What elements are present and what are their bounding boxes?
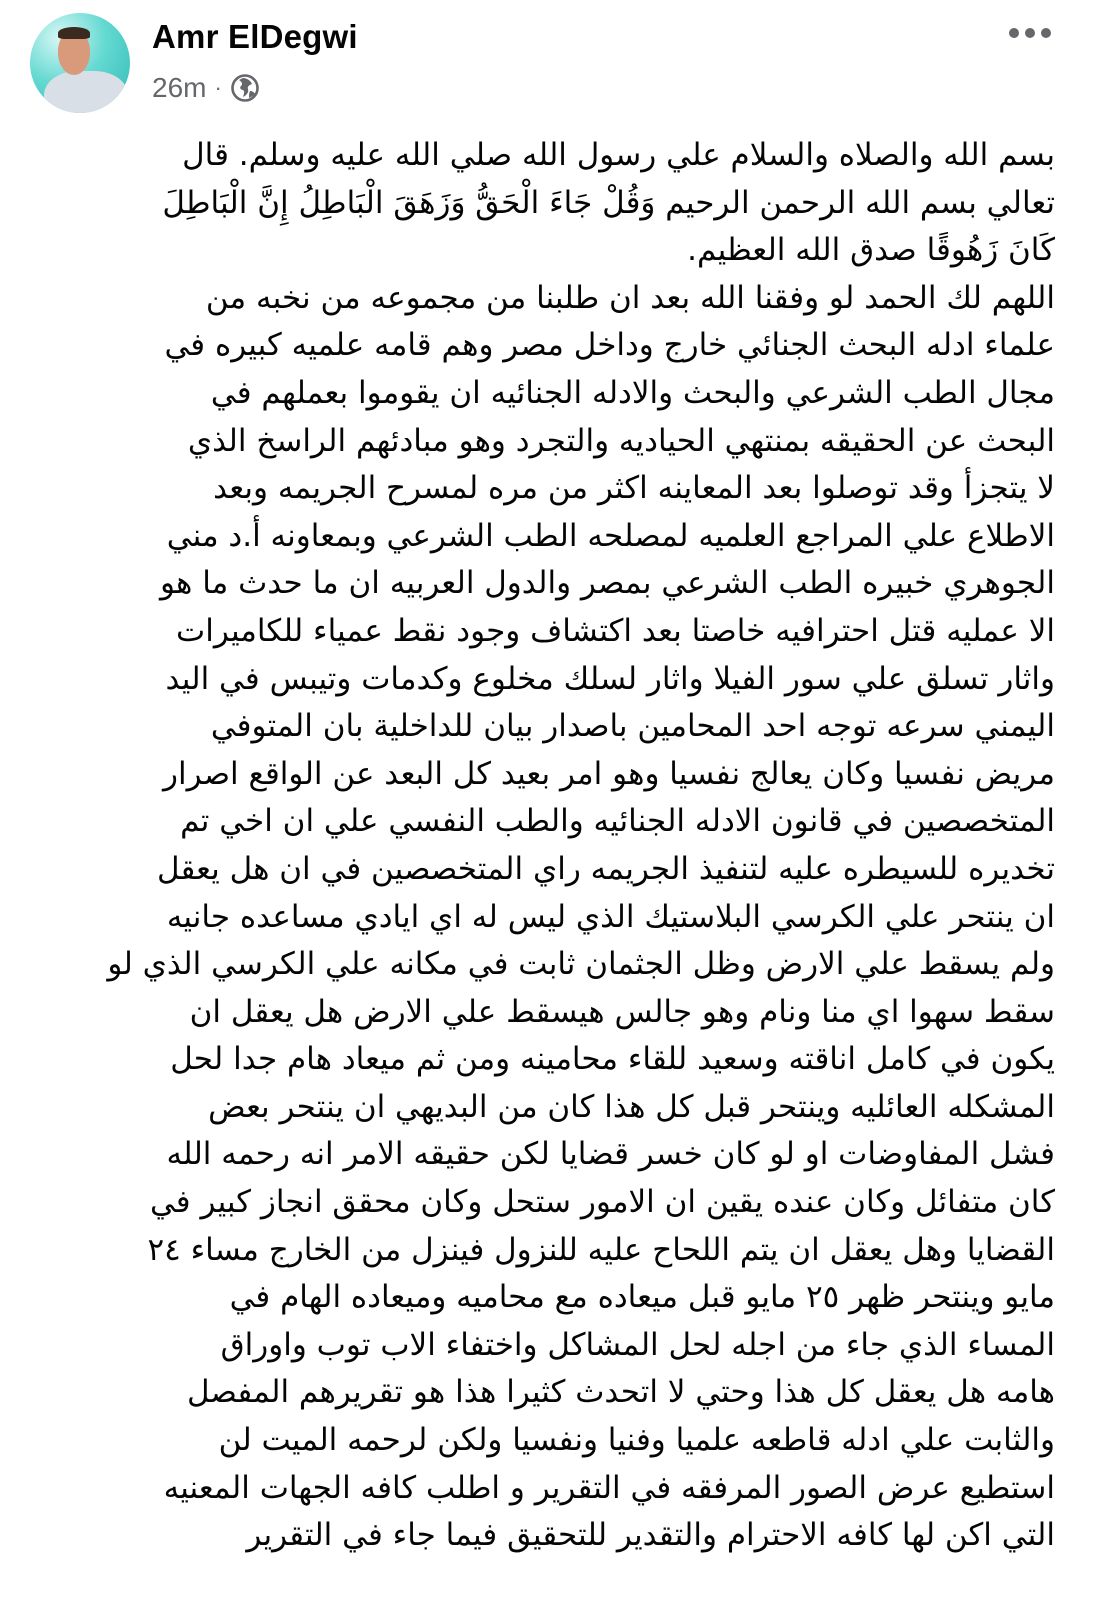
more-options-button[interactable] xyxy=(1009,28,1051,38)
post-text-line: علماء ادله البحث الجنائي خارج وداخل مصر وهم قامه علميه كبيره في xyxy=(164,327,1055,364)
post-text-line: كَانَ زَهُوقًا صدق الله العظيم. xyxy=(687,232,1055,269)
more-options-icon-dot xyxy=(1025,28,1035,38)
more-options-icon-dot xyxy=(1009,28,1019,38)
post-text-line: المتخصصين في قانون الادله الجنائيه والطب النفسي علي ان اخي تم xyxy=(180,803,1055,840)
post-text-line: التي اكن لها كافه الاحترام والتقدير للتحقيق فيما جاء في التقرير xyxy=(246,1517,1055,1554)
post-text-line: المشكله العائليه وينتحر قبل كل هذا كان من البديهي ان ينتحر بعض xyxy=(208,1088,1055,1125)
post-text-line: كان متفائل وكان عنده يقين ان الامور ستحل وكان محقق انجاز كبير في xyxy=(149,1184,1055,1221)
post-text-line: الا عمليه قتل احترافيه خاصتا بعد اكتشاف وجود نقط عمياء للكاميرات xyxy=(176,612,1055,649)
post-text-line: والثابت علي ادله قاطعه علميا وفنيا ونفسيا ولكن لرحمه الميت لن xyxy=(218,1422,1055,1459)
post-text-line: البحث عن الحقيقه بمنتهي الحياديه والتجرد وهو مبادئهم الراسخ الذي xyxy=(187,422,1055,459)
post-text-line: تعالي بسم الله الرحمن الرحيم وَقُلْ جَاءَ الْحَقُّ وَزَهَقَ الْبَاطِلُ إِنَّ الْبَاطِلَ xyxy=(162,184,1055,221)
more-options-icon-dot xyxy=(1041,28,1051,38)
post-timestamp[interactable]: 26m xyxy=(152,72,207,103)
post-text-line: ان ينتحر علي الكرسي البلاستيك الذي ليس له اي ايادي مساعده جانيه xyxy=(166,898,1055,935)
post-text-line: القضايا وهل يعقل ان يتم اللحاح عليه للنزول فينزل من الخارج مساء ٢٤ xyxy=(147,1231,1055,1268)
post-text-line: مريض نفسيا وكان يعالج نفسيا وهو امر بعيد كل البعد عن الواقع اصرار xyxy=(163,755,1055,792)
post-text-line: اليمني سرعه توجه احد المحامين باصدار بيان للداخلية بان المتوفي xyxy=(210,708,1055,745)
post-meta xyxy=(152,70,260,106)
post-text-line: مجال الطب الشرعي والبحث والادله الجنائيه ان يقوموا بعملهم في xyxy=(210,374,1055,411)
post-text-line: بسم الله والصلاه والسلام علي رسول الله صلي الله عليه وسلم. قال xyxy=(182,137,1055,173)
post-text-line: هامه هل يعقل كل هذا وحتي لا اتحدث كثيرا هذا هو تقريرهم المفصل xyxy=(187,1374,1055,1411)
post-text-line: الجوهري خبيره الطب الشرعي بمصر والدول العربيه ان ما حدث ما هو xyxy=(159,565,1055,602)
post-text-line: لا يتجزأ وقد توصلوا بعد المعاينه اكثر من مره لمسرح الجريمه وبعد xyxy=(213,470,1055,507)
post-text-line: يكون في كامل اناقته وسعيد للقاء محامينه ومن ثم ميعاد هام جدا لحل xyxy=(170,1041,1055,1078)
post-text xyxy=(30,132,1055,1560)
avatar[interactable] xyxy=(30,13,130,113)
post-text-line: مايو وينتحر ظهر ٢٥ مايو قبل ميعاده مع محاميه وميعاده الهام في xyxy=(229,1279,1055,1316)
post-header xyxy=(0,0,1106,125)
avatar-shirt xyxy=(44,71,128,113)
post-text-line: ولم يسقط علي الارض وظل الجثمان ثابت في مكانه علي الكرسي الذي لو xyxy=(107,946,1055,983)
post-text-line: الاطلاع علي المراجع العلميه لمصلحه الطب الشرعي وبمعاونه أ.د مني xyxy=(166,517,1055,554)
post-text-line: استطيع عرض الصور المرفقه في التقرير و اطلب كافه الجهات المعنيه xyxy=(163,1469,1055,1506)
meta-separator: · xyxy=(214,75,222,100)
post-text-line: اللهم لك الحمد لو وفقنا الله بعد ان طلبنا من مجموعه من نخبه من xyxy=(205,279,1055,316)
author-name[interactable]: Amr ElDegwi xyxy=(152,18,358,55)
post-text-line: سقط سهوا اي منا ونام وهو جالس هيسقط علي الارض هل يعقل ان xyxy=(189,993,1055,1030)
globe-icon[interactable] xyxy=(230,73,260,103)
post-text-line: المساء الذي جاء من اجله لحل المشاكل واختفاء الاب توب واوراق xyxy=(220,1326,1055,1363)
post-text-line: تخديره للسيطره عليه لتنفيذ الجريمه راي المتخصصين في ان هل يعقل xyxy=(157,850,1055,887)
post-text-line: فشل المفاوضات او لو كان خسر قضايا لكن حقيقه الامر انه رحمه الله xyxy=(166,1136,1055,1173)
post-text-line: واثار تسلق علي سور الفيلا واثار لسلك مخلوع وكدمات وتيبس في اليد xyxy=(165,660,1055,697)
avatar-hair xyxy=(58,27,90,39)
